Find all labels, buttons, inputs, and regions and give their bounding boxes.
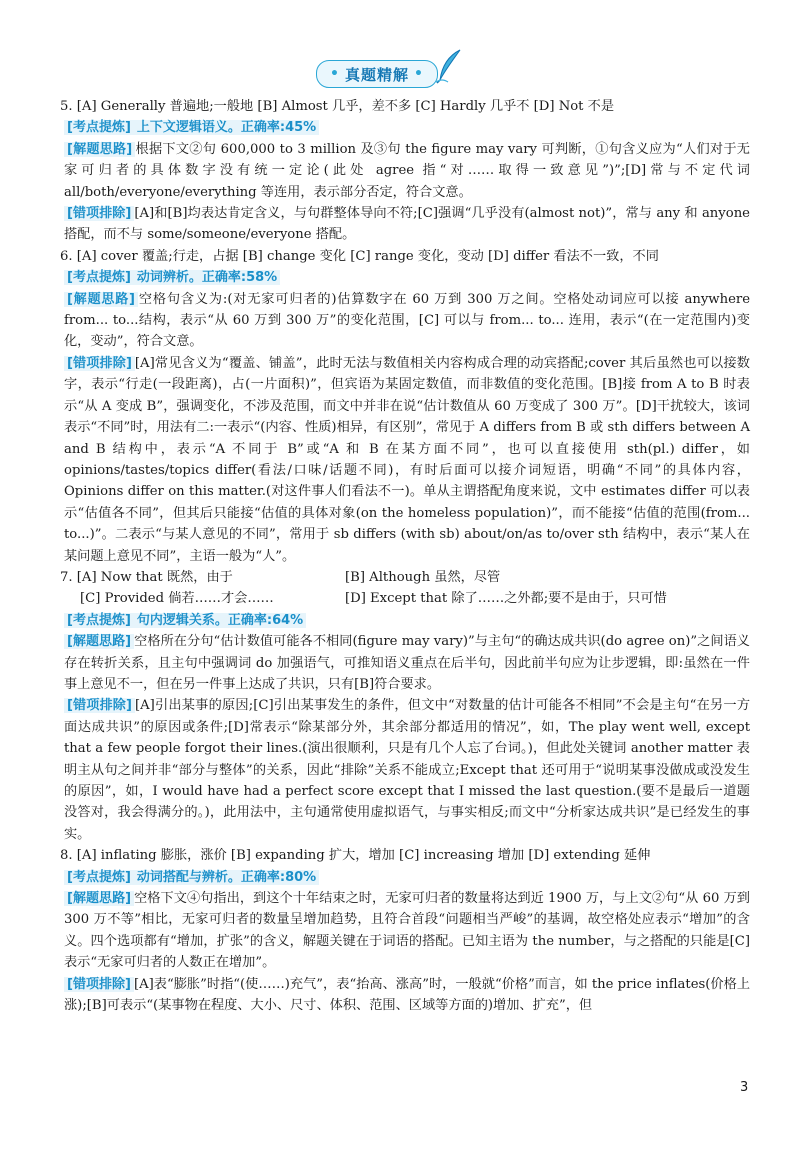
cuoxiang-text: [A]和[B]均表达肯定含义，与句群整体导向不符;[C]强调“几乎没有(almost not)”，常与 any 和 anyone 搭配，而不与 some/someone/everyone 搭配。 [64,206,750,243]
q6-options: 6. [A] cover 覆盖;行走，占据 [B] change 变化 [C] range 变化，变动 [D] differ 看法不一致，不同 [60,248,659,264]
section-header [0,56,800,96]
q5-jieti [60,139,750,203]
cuoxiang-text: [A]引出某事的原因;[C]引出某事发生的条件，但文中“对数量的估计可能各不相同”不会是主句“在另一方面达成共识”的原因或条件;[D]常表示“除某部分外，其余部分都适用的情况”，如，The play went well, except that a few people forgot their lines.(演出很顺利，只是有几个人忘了台词。)，但此处关键词 another matter 表明主从句之间并非“部分与整体”的关系，因此“排除”关系不能成立;Except that 还可用于“说明某事没做成或没发生的原因”，如，I would have had a perfect score except that I missed the last question.(要不是最后一道题没答对，我会得满分的。)，此用法中，主句通常使用虚拟语气，与事实相反;而文中“分析家达成共识”是已经发生的事实。 [64,698,751,842]
kaodian-tag: [考点提炼] [64,120,134,135]
cuoxiang-tag: [错项排除] [64,206,134,221]
q8-jieti [60,888,750,974]
jieti-text: 空格下文④句指出，到这个十年结束之时，无家可归者的数量将达到近 1900 万，与上文②句“从 60 万到 300 万不等”相比，无家可归者的数量呈增加趋势，且符合首段“问题相当严峻”的基调，故空格处应表示“增加”的含义。四个选项都有“增加，扩张”的含义，解题关键在于词语的搭配。已知主语为 the number，与之搭配的只能是[C]表示“无家可归者的人数正在增加”。 [64,891,750,971]
q7-jieti [60,631,750,695]
jieti-tag: [解题思路] [64,891,134,906]
q7-cuoxiang [60,695,750,845]
q5-options: 5. [A] Generally 普遍地;一般地 [B] Almost 几乎，差不多 [C] Hardly 几乎不 [D] Not 不是 [60,99,615,114]
page-number: 3 [740,1080,749,1095]
jieti-tag: [解题思路] [64,634,134,649]
page-content [60,96,750,1016]
cuoxiang-text: [A]常见含义为“覆盖、铺盖”，此时无法与数值相关内容构成合理的动宾搭配;cover 其后虽然也可以接数字，表示“行走(一段距离)，占(一片面积)”，但宾语为某固定数值，而非数值的变化范围。[B]接 from A to B 时表示“从 A 变成 B”，强调变化，不涉及范围，而文中并非在说“估计数值从 60 万变成了 300 万”。[D]干扰较大，该词表示“不同”时，用法有二:一表示“(内容、性质)相异，有区别”，常见于 A differs from B 或 sth differs between A and B 结构中，表示“A 不同于 B”或“A 和 B 在某方面不同”，也可以直接使用 sth(pl.) differ，如 opinions/tastes/topics differ(看法/口味/话题不同)，有时后面可以接介词短语，明确“不同”的具体内容，Opinions differ on this matter.(对这件事人们看法不一)。单从主谓搭配角度来说，文中 estimates differ 可以表示“估值各不同”，但其后只能接“估值的具体对象(on the homeless population)”，而不能接“估值的范围(from... to...)”。二表示“与某人意见的不同”，常用于 sb differs (with sb) about/on/as to/over sth 结构中，表示“某人在某问题上意见不同”，主语一般为“人”。 [64,355,750,564]
q7-options-row2 [60,588,750,609]
q8-kaodian [60,867,750,888]
cuoxiang-tag: [错项排除] [64,698,135,713]
q7-option-d: [D] Except that 除了……之外都;要不是由于，只可惜 [345,591,667,607]
banner-dot-left: • [330,66,340,82]
q7-option-a: 7. [A] Now that 既然，由于 [60,569,233,585]
kaodian-tag: [考点提炼] [64,270,134,285]
cuoxiang-tag: [错项排除] [64,356,135,371]
q7-options-row1 [60,567,750,588]
banner-dot-right: • [414,66,424,82]
kaodian-text: 句内逻辑关系。正确率:64% [134,613,306,628]
q5-kaodian [60,117,750,138]
jieti-text: 空格句含义为:(对无家可归者的)估算数字在 60 万到 300 万之间。空格处动词应可以接 anywhere from... to...结构，表示“从 60 万到 300 万”的变化范围，[C] 可以与 from... to... 连用，表示“(在一定范围内)变化，变动”，符合文意。 [64,291,751,350]
kaodian-text: 上下文逻辑语义。正确率:45% [134,120,319,135]
q6-cuoxiang [60,353,750,567]
jieti-text: 根据下文②句 600,000 to 3 million 及③句 the figure may vary 可判断，①句含义应为“人们对于无家可归者的具体数字没有统一定论(此处 agree 指“对……取得一致意见”)”;[D]常与不定代词 all/both/everyone/everything 等连用，表示部分否定，符合文意。 [64,141,750,200]
kaodian-text: 动词辨析。正确率:58% [134,270,280,285]
quill-icon [434,48,464,84]
q8-options: 8. [A] inflating 膨胀，涨价 [B] expanding 扩大，增加 [C] increasing 增加 [D] extending 延伸 [60,848,651,864]
cuoxiang-tag: [错项排除] [64,977,134,992]
section-banner [316,60,438,88]
q6-kaodian [60,267,750,288]
q7-option-c: [C] Provided 倘若……才会…… [80,591,274,607]
section-title: 真题精解 [344,65,409,84]
q7-kaodian [60,610,750,631]
jieti-text: 空格所在分句“估计数值可能各不相同(figure may vary)”与主句“的确达成共识(do agree on)”之间语义存在转折关系，且主句中强调词 do 加强语气，可推知语义重点在后半句，因此前半句应为让步逻辑，即:虽然在一件事上意见不一，但在另一件事上达成了共识，只有[B]符合要求。 [64,634,750,692]
kaodian-tag: [考点提炼] [64,870,134,885]
jieti-tag: [解题思路] [64,292,138,307]
cuoxiang-text: [A]表“膨胀”时指“(使……)充气”，表“抬高、涨高”时，一般就“价格”而言，如 the price inflates(价格上涨);[B]可表示“(某事物在程度、大小、尺寸、体积、范围、区域等方面的)增加、扩充”，但 [64,976,751,1014]
q6-jieti [60,289,750,353]
q5-cuoxiang [60,203,750,246]
kaodian-text: 动词搭配与辨析。正确率:80% [134,870,319,885]
jieti-tag: [解题思路] [64,142,135,157]
q7-option-b: [B] Although 虽然，尽管 [345,569,501,585]
q8-cuoxiang [60,974,750,1017]
kaodian-tag: [考点提炼] [64,613,134,628]
